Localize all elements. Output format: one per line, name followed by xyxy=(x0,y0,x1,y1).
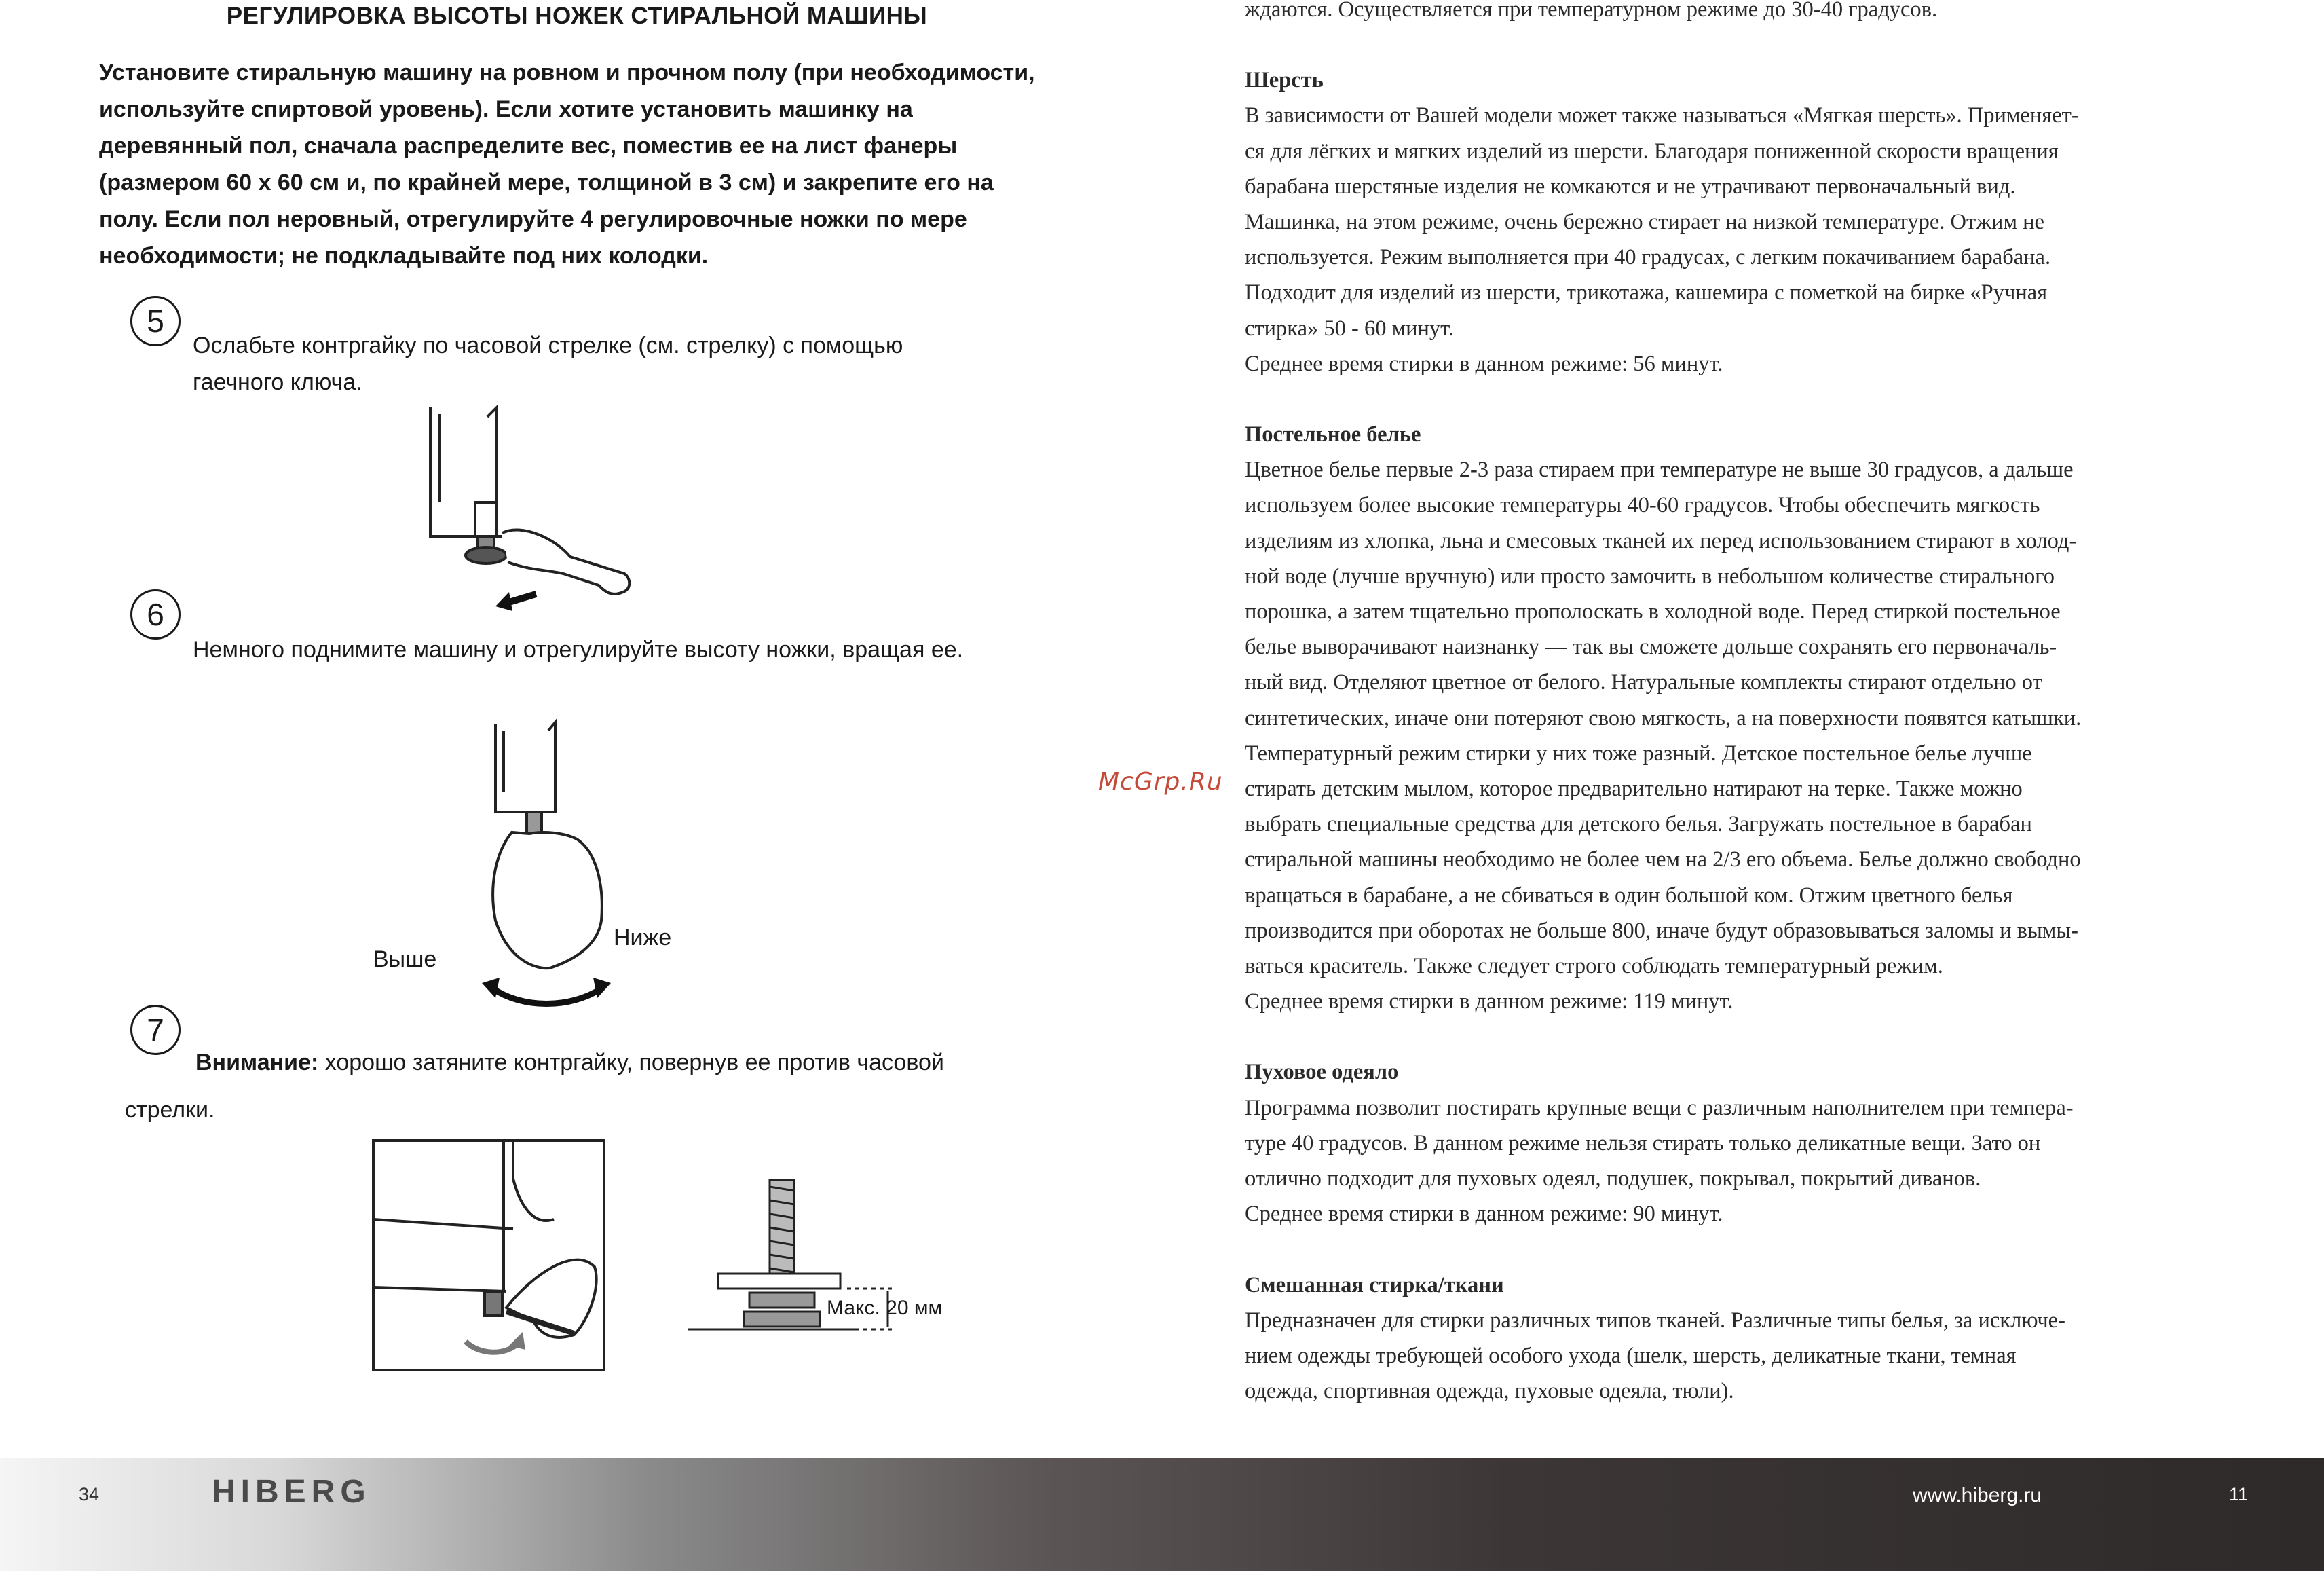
step-7-text xyxy=(195,1044,944,1081)
watermark: McGrp.Ru xyxy=(1098,768,1223,796)
foot-pad xyxy=(744,1312,820,1327)
page-title: РЕГУЛИРОВКА ВЫСОТЫ НОЖЕК СТИРАЛЬНОЙ МАШИНЫ xyxy=(226,3,928,29)
text-line: ной воде (лучше вручную) или просто замочить в небольшом количестве стирального xyxy=(1245,563,2055,589)
text-line: барабана шерстяные изделия не комкаются и не утрачивают первоначальный вид. xyxy=(1245,174,2016,199)
left-page xyxy=(0,0,1154,1453)
text-line: стиральной машины необходимо не более чем на 2/3 его объема. Белье должно свободно xyxy=(1245,847,2081,872)
text-line: используем более высокие температуры 40-60 градусов. Чтобы обеспечить мягкость xyxy=(1245,493,2040,518)
text-line: стирка» 50 - 60 минут. xyxy=(1245,316,1455,341)
step-5-number: 5 xyxy=(130,296,181,346)
step-7-line: хорошо затяните контргайку, повернув ее против часовой xyxy=(318,1050,944,1075)
text-line: синтетических, иначе они потеряют свою мягкость, а на поверхности появятся катышки. xyxy=(1245,705,2082,731)
text-line: белье выворачивают наизнанку — так вы сможете дольше сохранять его первоначаль- xyxy=(1245,635,2057,660)
label-lower: Ниже xyxy=(614,925,672,950)
text-line: Машинка, на этом режиме, очень бережно стирает на низкой температуре. Отжим не xyxy=(1245,210,2044,235)
foot-thread xyxy=(485,1291,502,1316)
avg-time: Среднее время стирки в данном режиме: 56 минут. xyxy=(1245,351,1723,376)
text-line: стирать детским мылом, которое предварительно натирают на терке. Также можно xyxy=(1245,777,2023,802)
step-7-line: стрелки. xyxy=(125,1097,215,1123)
website-link[interactable]: www.hiberg.ru xyxy=(1913,1484,2042,1507)
step-5-line: Ослабьте контргайку по часовой стрелке (см. стрелку) с помощью xyxy=(193,333,903,358)
step-5-text xyxy=(193,327,903,401)
text-line: ваться краситель. Также следует строго соблюдать температурный режим. xyxy=(1245,954,1943,979)
machine-side-line xyxy=(513,1141,554,1221)
text-line: В зависимости от Вашей модели может также называться «Мягкая шерсть». Применяет- xyxy=(1245,103,2079,128)
locknut xyxy=(749,1293,814,1308)
step-6-number: 6 xyxy=(130,589,181,640)
brand-logo: HIBERG xyxy=(212,1474,371,1510)
text-line: Температурный режим стирки у них тоже разный. Детское постельное белье лучше xyxy=(1245,741,2032,766)
section-heading-bedding: Постельное белье xyxy=(1245,422,1421,447)
tighten-illustration xyxy=(371,1138,608,1373)
text-line: одежда, спортивная одежда, пуховые одеяла, тюли). xyxy=(1245,1379,1734,1404)
continued-line: ждаются. Осуществляется при температурном режиме до 30-40 градусов. xyxy=(1245,0,1938,22)
text-line: Подходит для изделий из шерсти, трикотажа, кашемира с пометкой на бирке «Ручная xyxy=(1245,280,2048,306)
text-line: порошка, а затем тщательно прополоскать в холодной воде. Перед стиркой постельное xyxy=(1245,599,2061,625)
rotation-arrow xyxy=(493,988,601,1004)
hand-adjust-illustration xyxy=(468,717,624,1016)
wrench-illustration xyxy=(407,401,638,625)
machine-foot xyxy=(475,502,497,536)
text-line: ный вид. Отделяют цветное от белого. Натуральные комплекты стирают отдельно от xyxy=(1245,670,2042,695)
intro-line: необходимости; не подкладывайте под них колодки. xyxy=(99,243,709,269)
machine-base-plate xyxy=(718,1274,840,1289)
text-line: Предназначен для стирки различных типов тканей. Различные типы белья, за исключе- xyxy=(1245,1308,2065,1333)
intro-line: деревянный пол, сначала распределите вес, поместив ее на лист фанеры xyxy=(99,133,958,159)
text-line: выбрать специальные средства для детского белья. Загружать постельное в барабан xyxy=(1245,812,2032,837)
text-line: Программа позволит постирать крупные вещи с различным наполнителем при темпера- xyxy=(1245,1095,2074,1120)
label-higher: Выше xyxy=(373,946,437,972)
intro-paragraph xyxy=(99,54,1131,274)
arrow-head-left xyxy=(482,978,500,998)
right-page xyxy=(1245,0,2181,1409)
page-number-left: 34 xyxy=(79,1484,100,1504)
avg-time: Среднее время стирки в данном режиме: 119 минут. xyxy=(1245,989,1733,1014)
text-line: нием одежды требующей особого ухода (шелк, шерсть, деликатные ткани, темная xyxy=(1245,1343,2017,1368)
hand xyxy=(493,832,602,968)
text-line: используется. Режим выполняется при 40 градусах, с легким покачиванием барабана. xyxy=(1245,245,2051,270)
wrench xyxy=(502,530,629,593)
section-heading-mixed: Смешанная стирка/ткани xyxy=(1245,1272,1504,1297)
page-number-right: 11 xyxy=(2229,1484,2249,1504)
step-7-number: 7 xyxy=(130,1005,181,1055)
step-5-line: гаечного ключа. xyxy=(193,369,362,395)
text-line: изделиям из хлопка, льна и смесовых тканей их перед использованием стирают в холод- xyxy=(1245,528,2077,553)
avg-time: Среднее время стирки в данном режиме: 90 минут. xyxy=(1245,1202,1723,1227)
locknut xyxy=(466,547,506,563)
intro-line: используйте спиртовой уровень). Если хотите установить машинку на xyxy=(99,96,913,122)
text-line: отлично подходит для пуховых одеял, подушек, покрывал, покрытий диванов. xyxy=(1245,1166,1981,1191)
section-heading-wool: Шерсть xyxy=(1245,68,1324,93)
intro-line: (размером 60 x 60 см и, по крайней мере, толщиной в 3 см) и закрепите его на xyxy=(99,170,994,196)
text-line: ся для лёгких и мягких изделий из шерсти. Благодаря пониженной скорости вращения xyxy=(1245,138,2059,164)
machine-bottom-line xyxy=(373,1219,513,1229)
text-line: Цветное белье первые 2-3 раза стираем при температуре не выше 30 градусов, а дальше xyxy=(1245,458,2074,483)
section-heading-duvet: Пуховое одеяло xyxy=(1245,1060,1399,1085)
intro-line: Установите стиральную машину на ровном и прочном полу (при необходимости, xyxy=(99,60,1035,86)
label-max-height: Макс. 20 мм xyxy=(827,1297,943,1319)
machine-side-line xyxy=(548,722,555,812)
arrow-head xyxy=(495,592,512,611)
step-6-text: Немного поднимите машину и отрегулируйте высоту ножки, вращая ее. xyxy=(193,637,964,663)
text-line: производится при оборотах не больше 800, иначе будут образовываться заломы и вымы- xyxy=(1245,918,2079,943)
attention-label: Внимание: xyxy=(195,1050,319,1075)
text-line: вращаться в барабане, а не сбиваться в один большой ком. Отжим цветного белья xyxy=(1245,883,2013,908)
text-line: туре 40 градусов. В данном режиме нельзя стирать только деликатные вещи. Зато он xyxy=(1245,1130,2041,1156)
intro-line: полу. Если пол неровный, отрегулируйте 4 регулировочные ножки по мере xyxy=(99,206,967,232)
